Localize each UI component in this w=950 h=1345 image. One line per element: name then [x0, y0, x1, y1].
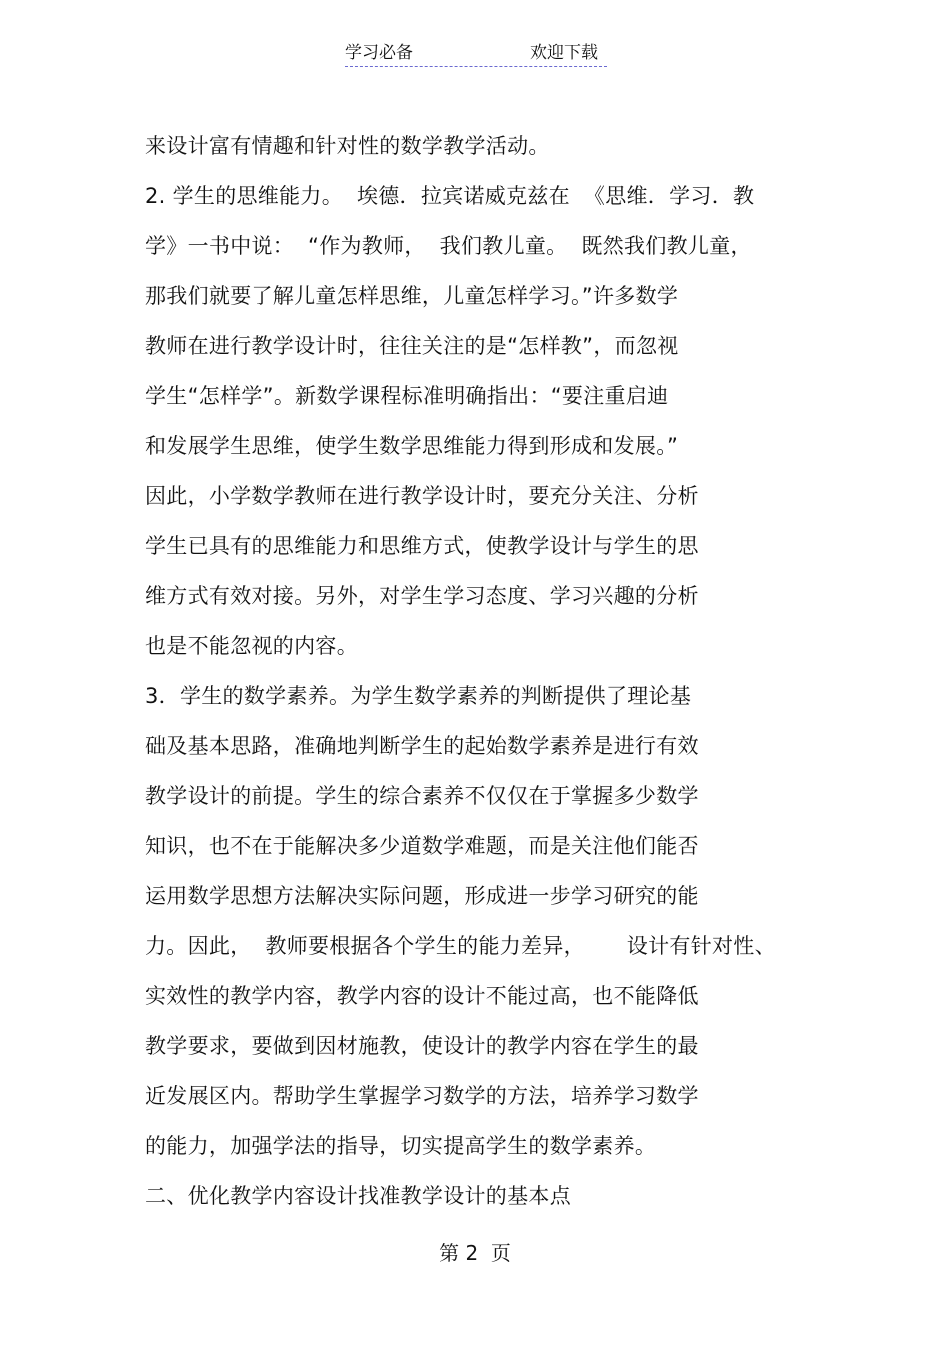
text-line: 实效性的教学内容，教学内容的设计不能过高，也不能降低	[145, 984, 699, 1008]
text-line: 学生“怎样学”。新数学课程标准明确指出：“要注重启迪	[145, 384, 669, 408]
text-line: 那我们就要了解儿童怎样思维，儿童怎样学习。”许多数学	[145, 284, 679, 308]
text-line: 的能力，加强学法的指导，切实提高学生的数学素养。	[145, 1134, 657, 1158]
section-heading: 二、优化教学内容设计找准教学设计的基本点	[145, 1184, 571, 1208]
text-line: 3．学生的数学素养。为学生数学素养的判断提供了理论基	[145, 684, 692, 708]
text-line: 础及基本思路，准确地判断学生的起始数学素养是进行有效	[145, 734, 699, 758]
text-line: 力。因此， 教师要根据各个学生的能力差异， 设计有针对性、	[145, 934, 776, 958]
text-line: 运用数学思想方法解决实际问题，形成进一步学习研究的能	[145, 884, 699, 908]
text-line: 近发展区内。帮助学生掌握学习数学的方法，培养学习数学	[145, 1084, 699, 1108]
header-right-text: 欢迎下载	[530, 43, 598, 63]
text-line: 教学设计的前提。学生的综合素养不仅仅在于掌握多少数学	[145, 784, 699, 808]
header-left-text: 学习必备	[345, 43, 413, 63]
document-body	[145, 121, 825, 1221]
text-line: 知识，也不在于能解决多少道数学难题，而是关注他们能否	[145, 834, 699, 858]
text-line: 教学要求，要做到因材施教，使设计的教学内容在学生的最	[145, 1034, 699, 1058]
page-number: 第 2 页	[439, 1241, 511, 1265]
text-line: 教师在进行教学设计时，往往关注的是“怎样教”，而忽视	[145, 334, 679, 358]
text-line: 来设计富有情趣和针对性的数学教学活动。	[145, 134, 550, 158]
text-line: 和发展学生思维，使学生数学思维能力得到形成和发展。”	[145, 434, 679, 458]
text-line: 学生已具有的思维能力和思维方式，使教学设计与学生的思	[145, 534, 699, 558]
text-line: 学》一书中说： “作为教师， 我们教儿童。 既然我们教儿童，	[145, 234, 752, 258]
page-header	[345, 40, 607, 67]
text-line: 维方式有效对接。另外，对学生学习态度、学习兴趣的分析	[145, 584, 699, 608]
text-line: 2. 学生的思维能力。 埃德．拉宾诺威克兹在 《思维．学习．教	[145, 184, 755, 208]
text-line: 也是不能忽视的内容。	[145, 634, 358, 658]
text-line: 因此，小学数学教师在进行教学设计时，要充分关注、分析	[145, 484, 699, 508]
